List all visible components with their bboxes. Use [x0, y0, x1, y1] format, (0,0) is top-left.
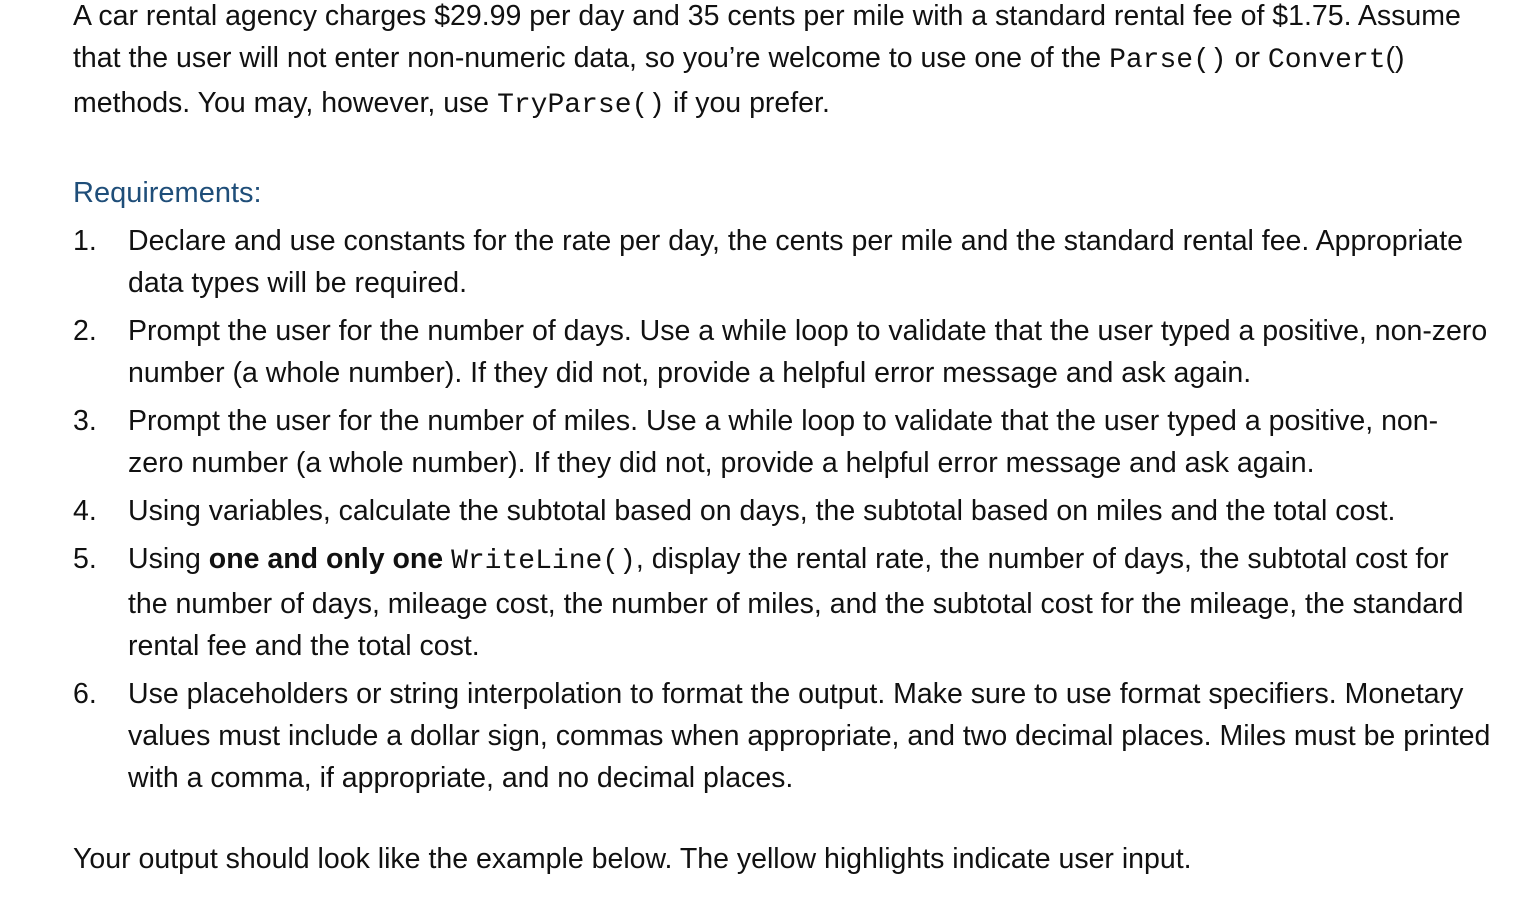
requirement-number: 4.	[73, 495, 97, 527]
code-convert: Convert	[1267, 45, 1386, 76]
requirement-text-pre: Using	[128, 543, 209, 575]
requirement-text: Using variables, calculate the subtotal based on days, the subtotal based on miles and the total cost.	[128, 495, 1396, 527]
code-tryparse: TryParse()	[497, 90, 666, 121]
requirement-text: Prompt the user for the number of miles. Use a while loop to validate that the user typed a positive, non-zero number (a whole number). If they did not, provide a helpful error message and ask again.	[128, 405, 1439, 479]
intro-text-3: () methods. You may, however, use	[73, 42, 1405, 119]
requirement-number: 2.	[73, 315, 97, 347]
requirements-list	[73, 220, 1493, 805]
requirement-text	[128, 538, 1493, 667]
code-parse: Parse()	[1109, 45, 1227, 76]
intro-text-2: or	[1226, 42, 1268, 74]
requirement-bold-text: one and only one	[208, 543, 444, 575]
requirement-number: 5.	[73, 543, 97, 575]
intro-text-4: if you prefer.	[665, 87, 830, 119]
requirement-number: 1.	[73, 225, 97, 257]
requirement-text-post: , display the rental rate, the number of days, the subtotal cost for the number of days, mileage cost, the number of miles, and the subtotal cost for the mileage, the standard rental fee and the total cost.	[128, 543, 1464, 662]
requirement-item	[73, 538, 1493, 667]
closing-paragraph: Your output should look like the example below. The yellow highlights indicate user input.	[73, 843, 1192, 875]
requirement-text: Declare and use constants for the rate per day, the cents per mile and the standard rental fee. Appropriate data types will be required.	[128, 225, 1464, 299]
requirement-text: Use placeholders or string interpolation to format the output. Make sure to use format specifiers. Monetary values must include a dollar sign, commas when appropriate, and two decimal places. Miles must be printed with a comma, if appropriate, and no decimal places.	[128, 678, 1491, 794]
intro-paragraph	[73, 0, 1493, 127]
requirement-item	[73, 490, 1493, 532]
intro-text-1: A car rental agency charges $29.99 per day and 35 cents per mile with a standard rental fee of $1.75. Assume that the user will not enter non-numeric data, so you’re welcome to use one of the	[73, 0, 1461, 74]
requirement-text: Prompt the user for the number of days. Use a while loop to validate that the user typed a positive, non-zero number (a whole number). If they did not, provide a helpful error message and ask again.	[128, 315, 1488, 389]
requirement-item	[73, 673, 1493, 799]
requirement-item	[73, 310, 1493, 394]
requirement-item	[73, 220, 1493, 304]
code-writeline: WriteLine()	[451, 546, 636, 577]
requirement-item	[73, 400, 1493, 484]
requirement-number: 3.	[73, 405, 97, 437]
requirement-number: 6.	[73, 678, 97, 710]
requirements-heading: Requirements:	[73, 177, 262, 209]
